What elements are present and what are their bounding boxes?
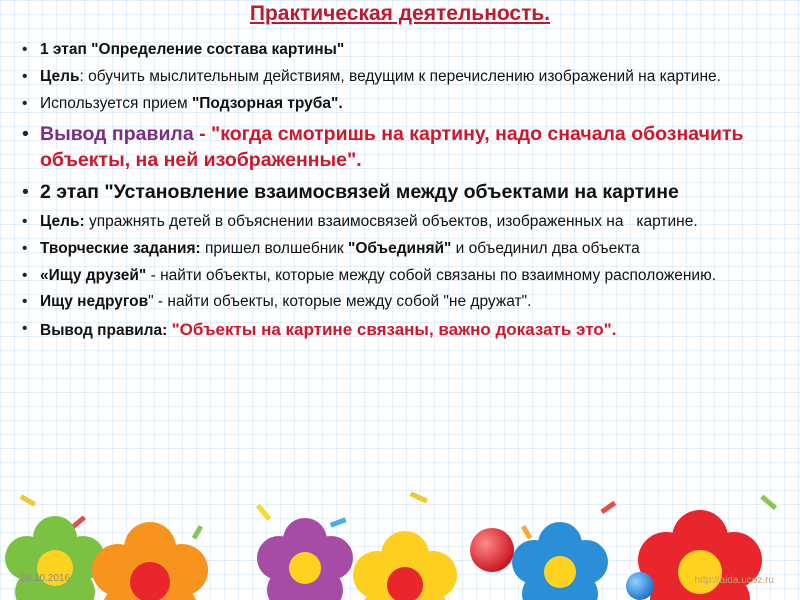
rule-dash: -: [193, 122, 212, 145]
flower-green: [5, 516, 105, 600]
item-label: «Ищу друзей": [40, 266, 147, 284]
item-label: Вывод правила:: [40, 322, 172, 340]
list-item: [22, 292, 782, 313]
footer-url: http://aida.ucoz.ru: [694, 575, 774, 586]
red-ball: [470, 528, 514, 572]
item-label: Цель: [40, 67, 80, 85]
list-item: [22, 121, 782, 174]
item-label-2: "Объединяй": [348, 239, 452, 257]
item-label: Творческие задания:: [40, 239, 201, 257]
item-text: упражнять детей в объяснении взаимосвязей объектов, изображенных на картине.: [84, 212, 698, 230]
rule-label: Вывод правила: [40, 122, 194, 145]
list-item: [22, 67, 782, 88]
list-item: [22, 94, 782, 115]
flower-orange: [92, 522, 208, 600]
item-text-2: и объединил два объекта: [451, 239, 640, 257]
flower-yellow: [353, 531, 457, 600]
content-list: [22, 40, 782, 348]
footer-date: 26.10.2016: [20, 573, 71, 584]
slide-title: Практическая деятельность.: [249, 2, 551, 25]
rule-text: "когда смотришь на картину, надо сначала обозначить объекты, на ней изображенные".: [40, 122, 744, 172]
item-label: Ищу недругов: [40, 293, 149, 311]
rule-text: "Объекты на картине связаны, важно доказать это".: [171, 320, 617, 340]
item-label: "Подзорная труба": [191, 94, 339, 112]
item-text: пришел волшебник: [200, 239, 349, 257]
list-item: [22, 266, 782, 287]
item-text: Используется прием: [40, 94, 192, 112]
list-item: [22, 239, 782, 260]
list-item: [22, 179, 782, 205]
stage-heading: 1 этап "Определение состава картины": [40, 41, 345, 58]
blue-ball: [626, 572, 654, 600]
flower-decoration: [0, 490, 800, 600]
list-item: [22, 319, 782, 342]
stage-heading: 2 этап "Установление взаимосвязей между объектами на картине: [40, 181, 679, 204]
item-tail: .: [338, 94, 343, 112]
flower-purple: [257, 518, 353, 600]
list-item: [22, 212, 782, 233]
flower-red: [638, 510, 762, 600]
item-text: " - найти объекты, которые между собой "не дружат".: [148, 293, 532, 311]
item-label: Цель:: [40, 212, 85, 230]
item-text: - найти объекты, которые между собой связаны по взаимному расположению.: [146, 266, 717, 284]
item-text: : обучить мыслительным действиям, ведущим к перечислению изображений на картине.: [79, 67, 721, 85]
list-item: [22, 40, 782, 61]
